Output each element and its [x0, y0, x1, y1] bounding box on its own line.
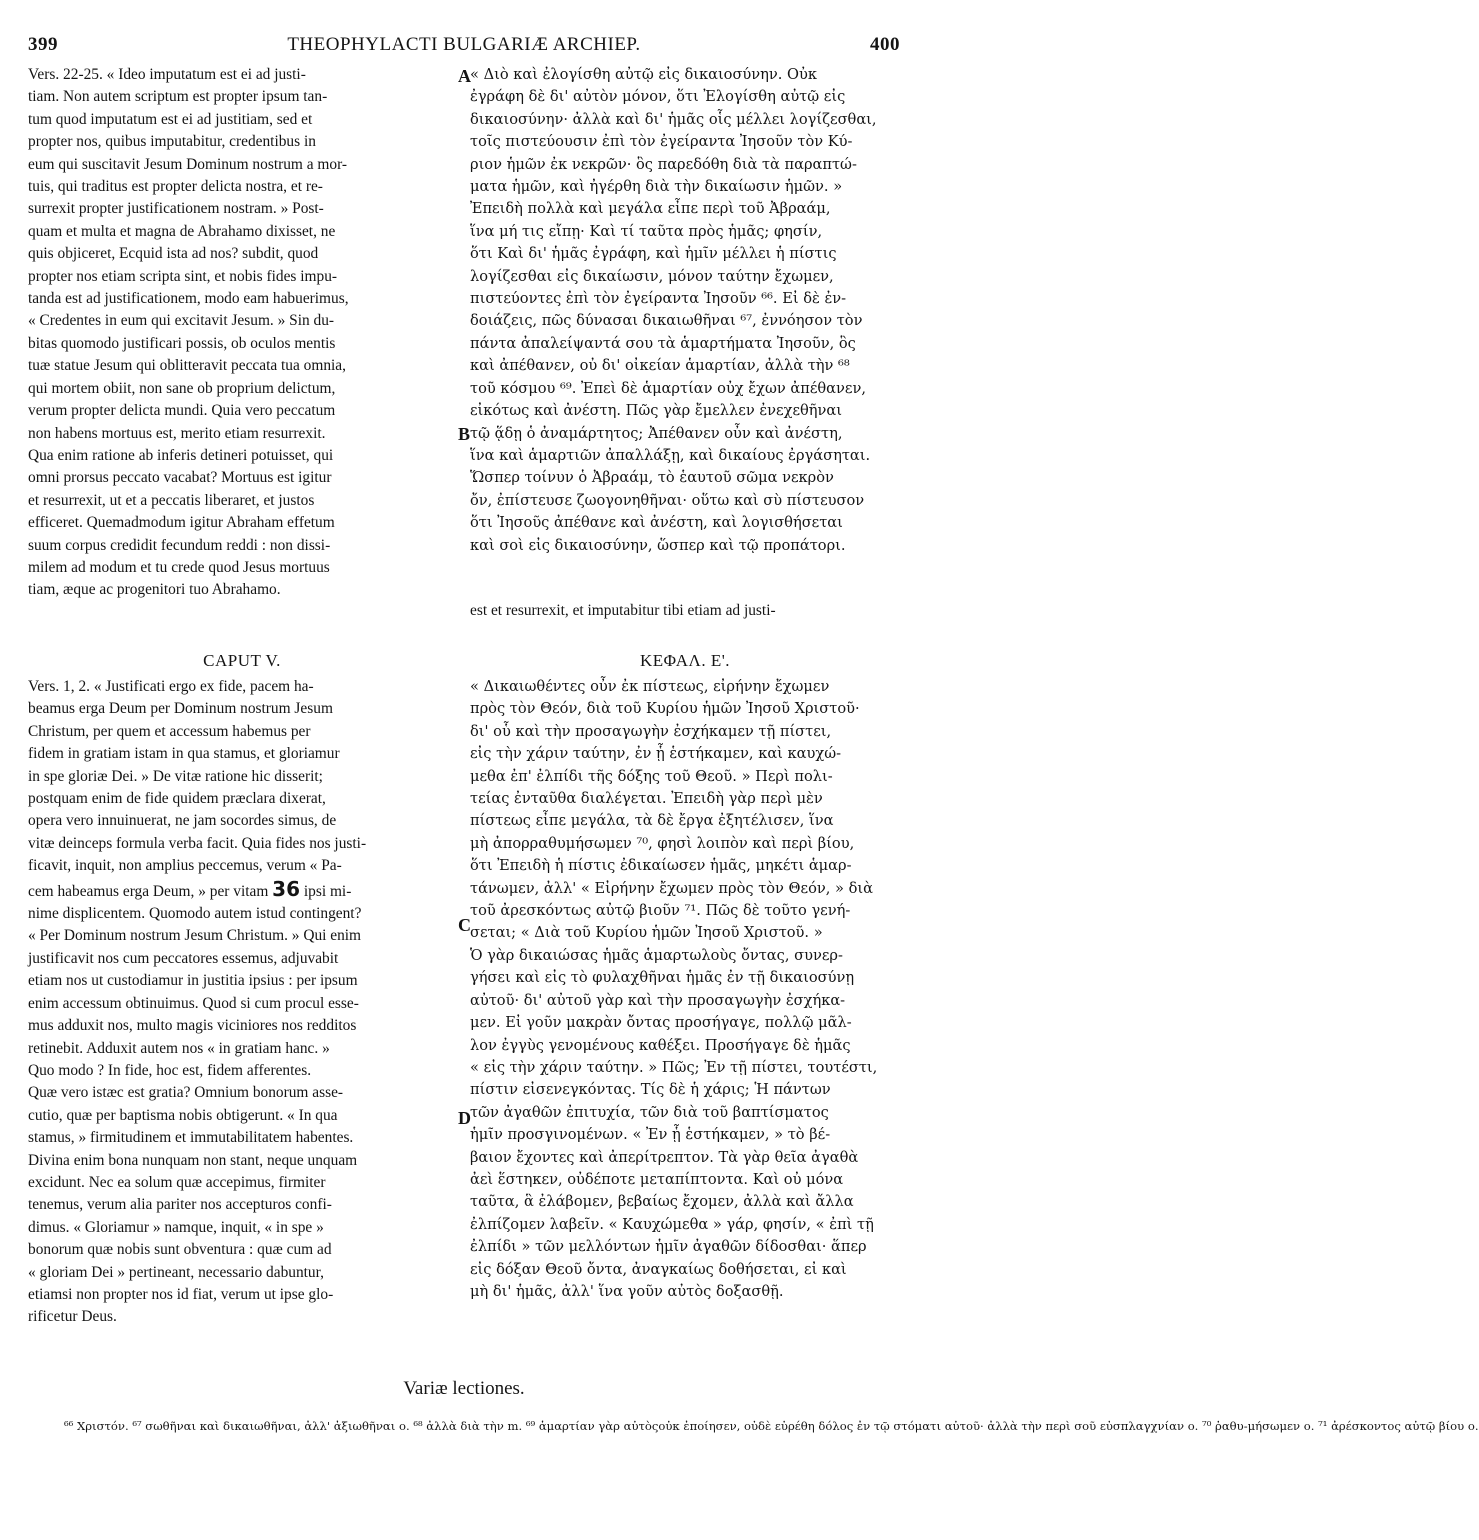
latin-text-line: retinebit. Adduxit autem nos « in gratiam hanc. »: [28, 1039, 330, 1057]
greek-text-line: ματα ἡμῶν, καὶ ἠγέρθη διὰ τὴν δικαίωσιν ἡμῶν. »: [470, 178, 843, 196]
greek-text-line: πάντα ἀπαλείψαντά σου τὰ ἁμαρτήματα Ἰησοῦν, ὃς: [470, 334, 856, 352]
latin-text-line: non habens mortuus est, merito etiam resurrexit.: [28, 424, 326, 442]
greek-text-line: ταῦτα, ἃ ἐλάβομεν, βεβαίως ἔχομεν, ἀλλὰ καὶ ἄλλα: [470, 1193, 854, 1211]
latin-text-line: suum corpus credidit fecundum reddi : non dissi-: [28, 536, 331, 554]
latin-text-line: excidunt. Nec ea solum quæ accepimus, firmiter: [28, 1173, 326, 1191]
latin-text-line: postquam enim de fide quidem præclara dixerat,: [28, 790, 326, 808]
greek-text-line: μὴ δι' ἡμᾶς, ἀλλ' ἵνα γοῦν αὐτὸς δοξασθῇ.: [470, 1282, 784, 1300]
latin-text-line: rificetur Deus.: [28, 1308, 117, 1326]
greek-text-line: γήσει καὶ εἰς τὸ φυλαχθῆναι ἡμᾶς ἐν τῇ δικαιοσύνῃ: [470, 969, 855, 987]
greek-text-line: δοιάζεις, πῶς δύνασαι δικαιωθῆναι ⁶⁷, ἐννόησον τὸν: [470, 312, 863, 330]
latin-text-line: in spe gloriæ Dei. » De vitæ ratione hic disserit;: [28, 767, 323, 785]
greek-text-line: Ὥσπερ τοίνυν ὁ Ἀβραάμ, τὸ ἑαυτοῦ σῶμα νεκρὸν: [470, 469, 834, 487]
greek-text-line: ὄν, ἐπίστευσε ζωογονηθῆναι· οὕτω καὶ σὺ πίστευσον: [470, 491, 865, 509]
greek-text-line: μὴ ἀπορραθυμήσωμεν ⁷⁰, φησὶ λοιπὸν καὶ περὶ βίου,: [470, 834, 855, 852]
column-number-marker: 36: [272, 876, 301, 901]
greek-text-line: τῷ ᾅδῃ ὁ ἀναμάρτητος; Ἀπέθανεν οὖν καὶ ἀνέστη,: [470, 424, 843, 442]
latin-text-line: quam et multa et magna de Abrahamo dixisset, ne: [28, 222, 336, 240]
margin-letter-c: C: [458, 915, 471, 935]
latin-text-line: beamus erga Deum per Dominum nostrum Jesum: [28, 700, 333, 718]
running-title: THEOPHYLACTI BULGARIÆ ARCHIEP.: [287, 34, 641, 55]
margin-letter-d: D: [458, 1108, 471, 1128]
note-line: οὐκ ἐποίησεν, οὐδὲ εὑρέθη δόλος ἐν τῷ στόματι αὐτοῦ· ἀλλὰ τὴν περὶ σοῦ εὐσπλαγχνίαν ο. ⁷⁰ ῥαθυ-: [658, 1419, 1248, 1433]
page-number-right: 400: [870, 34, 900, 55]
latin-text-line: tiam. Non autem scriptum est propter ipsum tan-: [28, 88, 328, 106]
latin-text-line: tenemus, verum alia pariter nos accepturos confi-: [28, 1196, 332, 1214]
greek-text-line: ὅτι Ἰησοῦς ἀπέθανε καὶ ἀνέστη, καὶ λογισθήσεται: [470, 514, 843, 532]
latin-text-line: [28, 878, 456, 903]
greek-text-line: « εἰς τὴν χάριν ταύτην. » Πῶς; Ἐν τῇ πίστει, τουτέστι,: [470, 1058, 878, 1076]
greek-text-line: « Διὸ καὶ ἐλογίσθη αὐτῷ εἰς δικαιοσύνην. Οὐκ: [470, 66, 818, 83]
latin-text-line: efficeret. Quemadmodum igitur Abraham effetum: [28, 514, 335, 532]
greek-text-line: τοῖς πιστεύουσιν ἐπὶ τὸν ἐγείραντα Ἰησοῦν τὸν Κύ-: [470, 133, 853, 151]
greek-text-line: ριον ἡμῶν ἐκ νεκρῶν· ὃς παρεδόθη διὰ τὰ παραπτώ-: [470, 155, 857, 173]
latin-text-line: tanda est ad justificationem, modo eam habuerimus,: [28, 290, 349, 308]
latin-text-line: omni prorsus peccato vacabat? Mortuus est igitur: [28, 469, 332, 487]
chapter-heading-latin: CAPUT V.: [203, 651, 281, 670]
latin-text-line: opera vero innuinuerat, ne jam socordes simus, de: [28, 812, 337, 830]
greek-text-line: ἐλπίζομεν λαβεῖν. « Καυχώμεθα » γάρ, φησίν, « ἐπὶ τῇ: [470, 1215, 874, 1233]
latin-text-line: Qua enim ratione ab inferis detineri potuisset, qui: [28, 446, 334, 464]
latin-text-line: tum quod imputatum est ei ad justitiam, sed et: [28, 110, 313, 128]
latin-text-line: nime displicentem. Quomodo autem istud contingent?: [28, 905, 362, 923]
latin-text-line: « Per Dominum nostrum Jesum Christum. » Qui enim: [28, 927, 362, 945]
greek-text-line: δι' οὗ καὶ τὴν προσαγωγὴν ἐσχήκαμεν τῇ πίστει,: [470, 722, 832, 740]
latin-text-line: tiam, æque ac progenitori tuo Abrahamo.: [28, 581, 281, 599]
latin-text-line: « gloriam Dei » pertineant, necessario dabuntur,: [28, 1263, 324, 1281]
greek-text-line: πρὸς τὸν Θεόν, διὰ τοῦ Κυρίου ἡμῶν Ἰησοῦ Χριστοῦ·: [470, 700, 860, 718]
latin-text-line: tuæ statue Jesum qui oblitteravit peccata tua omnia,: [28, 357, 346, 375]
greek-text-line: λογίζεσθαι εἰς δικαίωσιν, μόνον ταύτην ἔχωμεν,: [470, 267, 834, 285]
greek-text-line: τάνωμεν, ἀλλ' « Εἰρήνην ἔχωμεν πρὸς τὸν Θεόν, » διὰ: [470, 879, 873, 897]
greek-text-line: Ἐπειδὴ πολλὰ καὶ μεγάλα εἶπε περὶ τοῦ Ἀβραάμ,: [470, 200, 831, 218]
greek-text-line: τῶν ἀγαθῶν ἐπιτυχία, τῶν διὰ τοῦ βαπτίσματος: [470, 1103, 829, 1121]
greek-text-line: δικαιοσύνην· ἀλλὰ καὶ δι' ἡμᾶς οἷς μέλλει λογίζεσθαι,: [470, 110, 877, 128]
latin-text-line: justificavit nos cum peccatores essemus, adjuvabit: [28, 949, 339, 967]
note-line: ⁶⁶ Χριστόν. ⁶⁷ σωθῆναι καὶ δικαιωθῆναι, ἀλλ' ἀξιωθῆναι ο. ⁶⁸ ἀλλὰ διὰ τὴν m. ⁶⁹ ἁμαρτίαν γὰρ αὐτὸς: [64, 1419, 659, 1433]
latin-text-line: enim accessum obtinuimus. Quod si cum procul esse-: [28, 994, 359, 1012]
greek-text-line: ἵνα καὶ ἁμαρτιῶν ἀπαλλάξῃ, καὶ δικαίους ἐργάσηται.: [470, 446, 871, 464]
greek-column-section1: [470, 64, 900, 557]
latin-text-line: ficavit, inquit, non amplius peccemus, verum « Pa-: [28, 857, 342, 875]
latin-column-section2: [28, 676, 456, 1329]
latin-text-line: fidem in gratiam istam in qua stamus, et gloriamur: [28, 745, 340, 763]
latin-text-line: Christum, per quem et accessum habemus per: [28, 722, 311, 740]
latin-line-fragment: ipsi mi-: [300, 882, 352, 900]
latin-text-line: Quo modo ? In fide, hoc est, fidem afferentes.: [28, 1061, 312, 1079]
latin-text-line: etiamsi non propter nos id fiat, verum ut ipse glo-: [28, 1285, 334, 1303]
latin-text-line: Divina enim bona nunquam non stant, neque unquam: [28, 1151, 358, 1169]
latin-text-line: tuis, qui traditus est propter delicta nostra, et re-: [28, 178, 323, 196]
greek-text-line: ἀεὶ ἕστηκεν, οὐδέποτε μεταπίπτοντα. Καὶ οὐ μόνα: [470, 1170, 844, 1188]
page-number-left: 399: [28, 34, 58, 55]
greek-text-line: τοῦ ἀρεσκόντως αὐτῷ βιοῦν ⁷¹. Πῶς δὲ τοῦτο γενή-: [470, 902, 851, 920]
latin-text-line: et resurrexit, ut et a peccatis liberaret, et justos: [28, 491, 315, 509]
latin-text-line: Vers. 1, 2. « Justificati ergo ex fide, pacem ha-: [28, 678, 314, 695]
latin-text-line: propter nos, quibus imputabitur, credentibus in: [28, 133, 316, 151]
latin-text-line: propter nos etiam scripta sint, et nobis fides impu-: [28, 267, 338, 285]
greek-text-line: εἰς τὴν χάριν ταύτην, ἐν ᾗ ἑστήκαμεν, καὶ καυχώ-: [470, 745, 842, 763]
greek-text-line: εἰς δόξαν Θεοῦ ὄντα, ἀναγκαίως δοθήσεται, εἰ καὶ: [470, 1260, 847, 1278]
latin-text-line: Quæ vero istæc est gratia? Omnium bonorum asse-: [28, 1084, 344, 1102]
latin-text-line: surrexit propter justificationem nostram. » Post-: [28, 200, 324, 218]
latin-text-line: « Credentes in eum qui excitavit Jesum. » Sin du-: [28, 312, 335, 330]
latin-text-line: etiam nos ut custodiamur in justitia ipsius : per ipsum: [28, 972, 358, 990]
latin-text-line: qui mortem obiit, non sane ob proprium delictum,: [28, 379, 336, 397]
greek-text-line: ὅτι Καὶ δι' ἡμᾶς ἐγράφη, καὶ ἡμῖν μέλλει ἡ πίστις: [470, 245, 837, 263]
greek-text-line: ἐγράφη δὲ δι' αὐτὸν μόνον, ὅτι Ἐλογίσθη αὐτῷ εἰς: [470, 88, 846, 106]
greek-text-line: σεται; « Διὰ τοῦ Κυρίου ἡμῶν Ἰησοῦ Χριστοῦ. »: [470, 924, 823, 942]
greek-column-section2: [470, 676, 900, 1303]
greek-text-line: ἡμῖν προσγινομένων. « Ἐν ᾗ ἑστήκαμεν, » τὸ βέ-: [470, 1126, 831, 1144]
greek-text-line: Ὁ γὰρ δικαιώσας ἡμᾶς ἁμαρτωλοὺς ὄντας, συνερ-: [470, 946, 843, 964]
latin-text-line: milem ad modum et tu crede quod Jesus mortuus: [28, 558, 330, 576]
latin-text-line: vitæ deinceps formula verba facit. Quia fides nos justi-: [28, 834, 367, 852]
greek-text-line: μεν. Εἰ γοῦν μακρὰν ὄντας προσήγαγε, πολλῷ μᾶλ-: [470, 1014, 852, 1032]
latin-text-line: bitas quomodo justificari possis, ob oculos mentis: [28, 334, 336, 352]
margin-letter-b: B: [458, 424, 471, 444]
greek-text-line: πίστεως εἶπε μεγάλα, τὰ δὲ ἔργα ἐξητέλισεν, ἵνα: [470, 812, 834, 830]
greek-text-line: ἐλπίδι » τῶν μελλόντων ἡμῖν ἀγαθῶν δίδοσθαι· ἅπερ: [470, 1238, 867, 1256]
greek-text-line: αὐτοῦ· δι' αὐτοῦ γὰρ καὶ τὴν προσαγωγὴν ἐσχήκα-: [470, 991, 846, 1009]
greek-text-line: πιστεύοντες ἐπὶ τὸν ἐγείραντα Ἰησοῦν ⁶⁶. Εἰ δὲ ἐν-: [470, 290, 847, 308]
variae-lectiones-title: Variæ lectiones.: [403, 1378, 525, 1399]
latin-text-line: bonorum quæ nobis sunt obventura : quæ cum ad: [28, 1241, 332, 1259]
latin-column-section1: [28, 64, 456, 602]
greek-text-line: εἰκότως καὶ ἀνέστη. Πῶς γὰρ ἔμελλεν ἐνεχεθῆναι: [470, 402, 842, 420]
margin-letter-a: A: [458, 66, 471, 86]
greek-text-line: ἵνα μή τις εἴπῃ· Καὶ τί ταῦτα πρὸς ἡμᾶς; φησίν,: [470, 222, 823, 240]
latin-text-line: stamus, » firmitudinem et immutabilitatem habentes.: [28, 1129, 354, 1147]
greek-text-line: λον ἐγγὺς γενομένους καθέξει. Προσήγαγε δὲ ἡμᾶς: [470, 1036, 851, 1054]
latin-text-line: cutio, quæ per baptisma nobis obtigerunt. « In qua: [28, 1106, 338, 1124]
greek-text-line: μεθα ἐπ' ἐλπίδι τῆς δόξης τοῦ Θεοῦ. » Περὶ πολι-: [470, 767, 833, 785]
greek-text-line: τείας ἐνταῦθα διαλέγεται. Ἐπειδὴ γὰρ περὶ μὲν: [470, 790, 823, 808]
variant-readings-notes: [64, 1418, 1479, 1434]
latin-tail-line: est et resurrexit, et imputabitur tibi etiam ad justi-: [470, 602, 776, 619]
greek-text-line: « Δικαιωθέντες οὖν ἐκ πίστεως, εἰρήνην ἔχωμεν: [470, 678, 830, 695]
latin-text-line: dimus. « Gloriamur » namque, inquit, « in spe »: [28, 1218, 324, 1236]
chapter-heading-greek: ΚΕΦΑΛ. Ε'.: [639, 651, 731, 670]
latin-line-fragment: cem habeamus erga Deum, » per vitam: [28, 882, 273, 900]
greek-text-line: βαιον ἔχοντες καὶ ἀπερίτρεπτον. Τὰ γὰρ θεῖα ἀγαθὰ: [470, 1148, 859, 1166]
latin-text-line: mus adduxit nos, multo magis viciniores nos redditos: [28, 1017, 357, 1035]
page-header: [28, 30, 900, 60]
latin-text-line: quis objiceret, Ecquid ista ad nos? subdit, quod: [28, 245, 319, 263]
latin-text-line: verum propter delicta mundi. Quia vero peccatum: [28, 402, 336, 420]
note-line: μήσωμεν ο. ⁷¹ ἀρέσκοντος αὐτῷ βίου ο.: [1247, 1419, 1479, 1433]
greek-text-line: ὅτι Ἐπειδὴ ἡ πίστις ἐδικαίωσεν ἡμᾶς, μηκέτι ἁμαρ-: [470, 857, 852, 875]
greek-text-line: καὶ ἀπέθανεν, οὐ δι' οἰκείαν ἁμαρτίαν, ἀλλὰ τὴν ⁶⁸: [470, 357, 850, 375]
greek-text-line: τοῦ κόσμου ⁶⁹. Ἐπεὶ δὲ ἁμαρτίαν οὐχ ἔχων ἀπέθανεν,: [470, 379, 866, 397]
greek-text-line: καὶ σοὶ εἰς δικαιοσύνην, ὥσπερ καὶ τῷ προπάτορι.: [470, 536, 846, 554]
latin-text-line: eum qui suscitavit Jesum Dominum nostrum a mor-: [28, 155, 348, 173]
greek-text-line: πίστιν εἰσενεγκόντας. Τίς δὲ ἡ χάρις; Ἡ πάντων: [470, 1081, 831, 1099]
latin-text-line: Vers. 22-25. « Ideo imputatum est ei ad justi-: [28, 66, 306, 83]
